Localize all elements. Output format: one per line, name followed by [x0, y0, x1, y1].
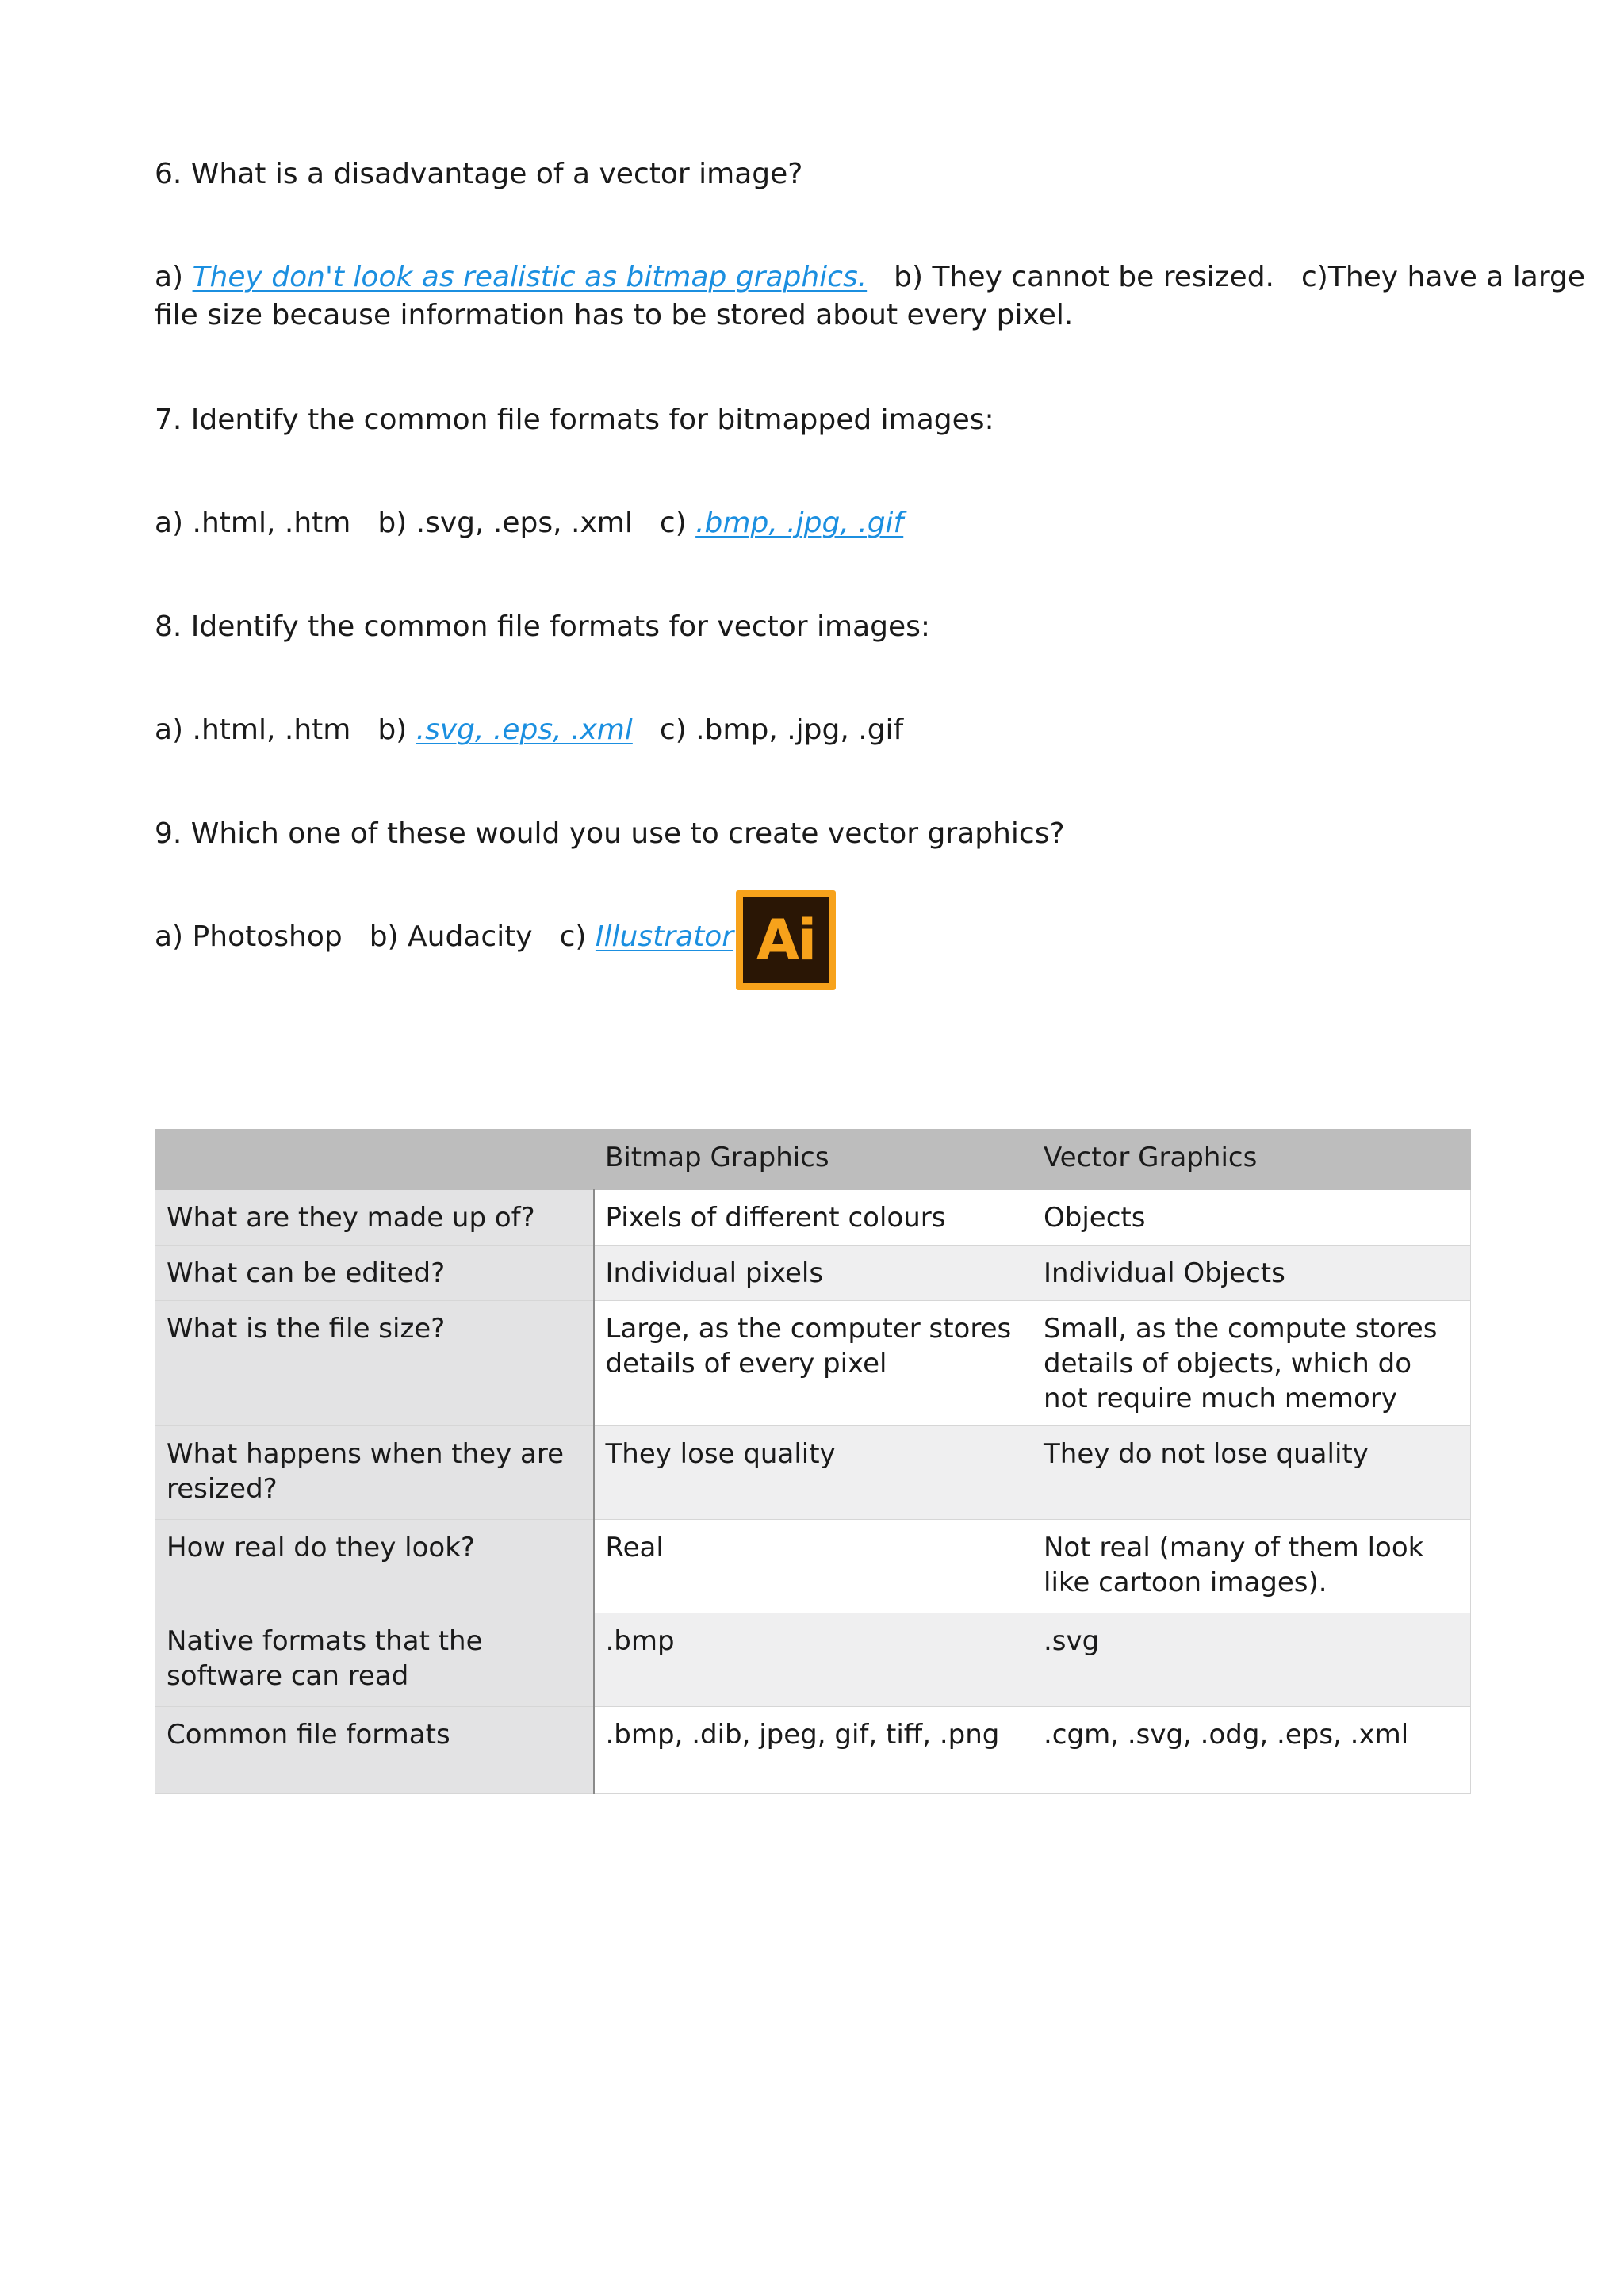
table-cell: They do not lose quality	[1032, 1426, 1471, 1520]
table-cell: Individual pixels	[594, 1246, 1032, 1301]
row-header-cell: Native formats that the software can read	[155, 1613, 594, 1707]
correct-answer-link[interactable]: .bmp, .jpg, .gif	[695, 507, 904, 539]
table-cell: Objects	[1032, 1190, 1471, 1246]
question-8: 8. Identify the common file formats for vector images:	[155, 610, 931, 643]
table-row	[155, 1707, 1471, 1794]
table-header-cell	[155, 1130, 594, 1190]
row-header-cell: What happens when they are resized?	[155, 1426, 594, 1520]
table-header-cell: Vector Graphics	[1032, 1130, 1471, 1190]
table-cell: .svg	[1032, 1613, 1471, 1707]
table-cell: Small, as the compute stores details of objects, which do not require much memory	[1032, 1301, 1471, 1426]
question-8-answers	[155, 711, 903, 749]
question-6-answers	[155, 258, 1585, 297]
table-cell: Pixels of different colours	[594, 1190, 1032, 1246]
table-header-row	[155, 1130, 1471, 1190]
table-row	[155, 1426, 1471, 1520]
table-header-cell: Bitmap Graphics	[594, 1130, 1032, 1190]
question-7: 7. Identify the common file formats for bitmapped images:	[155, 404, 994, 436]
option-b: b) .svg, .eps, .xml	[377, 507, 633, 539]
row-header-cell: Common file formats	[155, 1707, 594, 1794]
option-a: a) .html, .htm	[155, 714, 351, 746]
correct-answer-link[interactable]: .svg, .eps, .xml	[416, 714, 633, 746]
table-cell: Large, as the computer stores details of every pixel	[594, 1301, 1032, 1426]
option-c-prefix: c)	[559, 920, 596, 953]
table-cell: Individual Objects	[1032, 1246, 1471, 1301]
table-row	[155, 1246, 1471, 1301]
table-row	[155, 1190, 1471, 1246]
table-cell: They lose quality	[594, 1426, 1032, 1520]
question-6: 6. What is a disadvantage of a vector image?	[155, 158, 803, 190]
table-cell: .cgm, .svg, .odg, .eps, .xml	[1032, 1707, 1471, 1794]
question-9-answers	[155, 918, 733, 956]
table-row	[155, 1520, 1471, 1613]
table-row	[155, 1613, 1471, 1707]
question-9: 9. Which one of these would you use to create vector graphics?	[155, 817, 1065, 850]
option-c-prefix: c)	[659, 507, 696, 539]
row-header-cell: What can be edited?	[155, 1246, 594, 1301]
option-a-prefix: a)	[155, 261, 193, 293]
question-6-answers-cont: file size because information has to be stored about every pixel.	[155, 299, 1074, 331]
row-header-cell: What are they made up of?	[155, 1190, 594, 1246]
table-cell: .bmp, .dib, jpeg, gif, tiff, .png	[594, 1707, 1032, 1794]
correct-answer-link[interactable]: Illustrator	[595, 920, 734, 953]
table-cell: Real	[594, 1520, 1032, 1613]
option-b: b) They cannot be resized.	[894, 261, 1274, 293]
table-cell: Not real (many of them look like cartoon images).	[1032, 1520, 1471, 1613]
option-a: a) Photoshop	[155, 920, 343, 953]
illustrator-logo-text: Ai	[743, 897, 829, 983]
table-cell: .bmp	[594, 1613, 1032, 1707]
option-c: c) .bmp, .jpg, .gif	[659, 714, 904, 746]
illustrator-logo-icon	[736, 890, 836, 990]
question-7-answers	[155, 504, 903, 542]
option-b: b) Audacity	[369, 920, 533, 953]
comparison-table	[155, 1129, 1471, 1794]
table-row	[155, 1301, 1471, 1426]
row-header-cell: How real do they look?	[155, 1520, 594, 1613]
option-c: c)They have a large	[1300, 261, 1586, 293]
option-b-prefix: b)	[377, 714, 416, 746]
option-a: a) .html, .htm	[155, 507, 351, 539]
row-header-cell: What is the file size?	[155, 1301, 594, 1426]
correct-answer-link[interactable]: They don't look as realistic as bitmap graphics.	[192, 261, 868, 293]
